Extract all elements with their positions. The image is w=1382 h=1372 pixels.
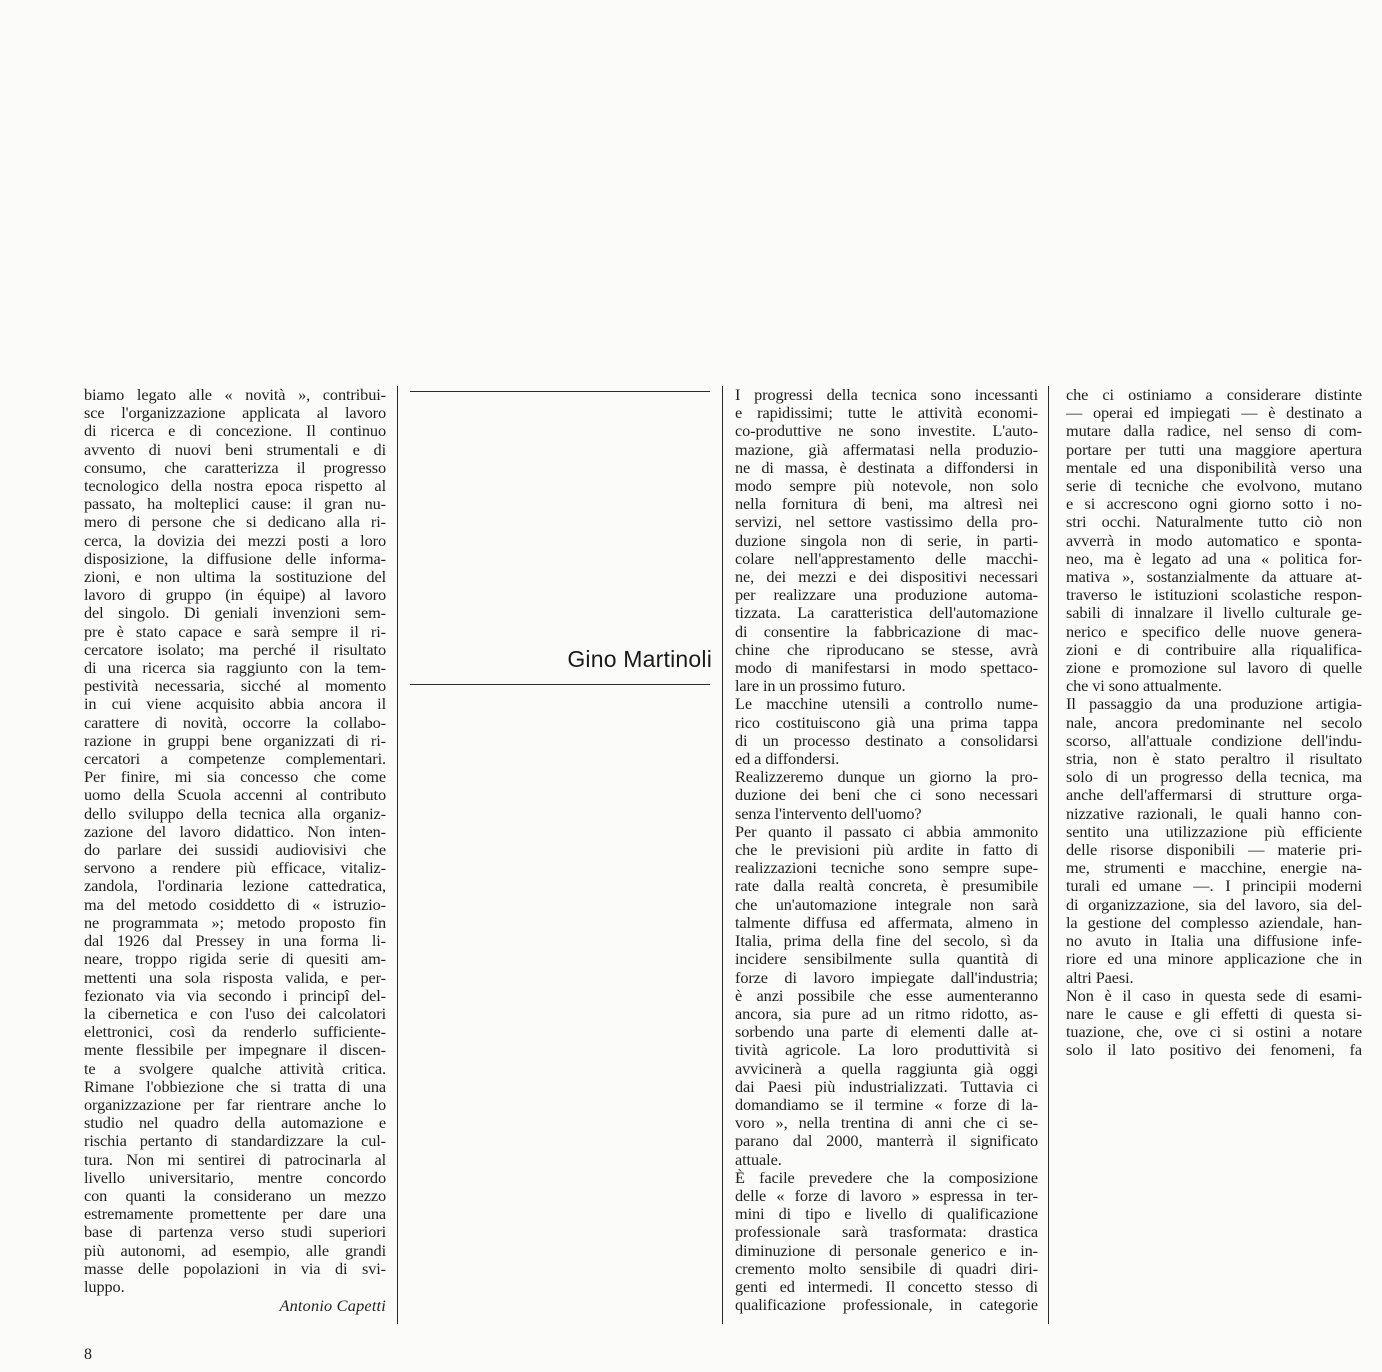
text-line: la cibernetica e con l'uso dei calcolatori [84, 1003, 386, 1023]
text-line: incidere sensibilmente sulla quantità di [735, 949, 1038, 969]
text-line: neo, ma è legato ad una « politica for- [1066, 548, 1362, 568]
text-line: zioni, e non ultima la sostituzione del [84, 567, 386, 587]
text-line: base di partenza verso studi superiori [84, 1222, 386, 1242]
text-line: fezionato via via secondo i principî del- [84, 985, 386, 1005]
text-line: qualificazione professionale, in categorie [735, 1295, 1038, 1315]
text-line: realizzazioni tecniche sono sempre supe- [735, 858, 1038, 878]
text-line: consumo, che caratterizza il progresso [84, 457, 386, 477]
text-line: rischia pertanto di standardizzare la cul- [84, 1131, 386, 1151]
text-line: tività agricole. La loro produttività si [735, 1040, 1038, 1060]
text-line: genti ed intermedi. Il concetto stesso di [735, 1276, 1038, 1296]
text-line: passato, ha molteplici cause: il gran nu- [84, 494, 386, 514]
heading-bottom-rule [410, 684, 710, 685]
text-line: ancora, sia pure ad un ritmo ridotto, as- [735, 1003, 1038, 1023]
text-line: estremamente promettente per dare una [84, 1204, 386, 1224]
text-line: ne di massa, è destinata a diffondersi in [735, 457, 1038, 477]
text-line: disposizione, la diffusione delle informa- [84, 548, 386, 568]
text-line: Per finire, mi sia concesso che come [84, 767, 386, 787]
text-line: mettenti una sola risposta valida, e per- [84, 967, 386, 987]
text-line: di una ricerca sia raggiunto con la tem- [84, 658, 386, 678]
text-line: avverrà in modo automatico e sponta- [1066, 530, 1362, 550]
text-line: carattere di novità, occorre la collabo- [84, 712, 386, 732]
text-line: senza l'intervento dell'uomo? [735, 803, 922, 823]
text-line: mente flessibile per impegnare il discen- [84, 1040, 386, 1060]
text-line: do parlare dei sussidi audiovisivi che [84, 840, 386, 860]
text-line: livello universitario, mentre concordo [84, 1167, 386, 1187]
text-line: cremento molto sensibile di quadri diri- [735, 1258, 1038, 1278]
text-line: mero di persone che si dedicano alla ri- [84, 512, 386, 532]
text-line: stria, non è stato peraltro il risultato [1066, 749, 1362, 769]
text-line: zandola, l'ordinaria lezione cattedratica, [84, 876, 386, 896]
text-line: solo di un progresso della tecnica, ma [1066, 767, 1362, 787]
text-line: ed a diffondersi. [735, 749, 840, 769]
text-line: portare per tutti una maggiore apertura [1066, 439, 1362, 459]
text-line: parano dal 2000, manterrà il significato [735, 1131, 1038, 1151]
text-line: cercatori a competenze complementari. [84, 749, 386, 769]
text-line: per realizzare una produzione automa- [735, 585, 1038, 605]
text-line: che un'automazione integrale non sarà [735, 894, 1038, 914]
text-line: Non è il caso in questa sede di esami- [1066, 985, 1362, 1005]
text-line: nerico e specifico delle nuove genera- [1066, 621, 1362, 641]
text-line: riore ed una minore applicazione che in [1066, 949, 1362, 969]
page-number: 8 [84, 1346, 92, 1363]
text-line: che ci ostiniamo a considerare distinte [1066, 385, 1362, 404]
text-line: delle risorse disponibili — materie pri- [1066, 840, 1362, 860]
text-line: di consentire la fabbricazione di mac- [735, 621, 1038, 641]
text-line: delle « forze di lavoro » espressa in ter- [735, 1185, 1038, 1205]
text-line: me, strumenti e macchine, energie na- [1066, 858, 1362, 878]
text-line: con quanti la considerano un mezzo [84, 1185, 386, 1205]
text-line: del singolo. Di geniali invenzioni sem- [84, 603, 386, 623]
text-line: di organizzazione, sia del lavoro, sia del- [1066, 894, 1362, 914]
text-line: servizi, nel settore vastissimo della pro- [735, 512, 1038, 532]
text-line: razione in gruppi bene organizzati di ri- [84, 730, 386, 750]
text-line: zazione del lavoro didattico. Non inten- [84, 821, 386, 841]
text-line: nella fornitura di beni, ma altresì nei [735, 494, 1038, 514]
text-line: scorso, all'attuale condizione dell'indu- [1066, 730, 1362, 750]
text-line: colare nell'apprestamento delle macchi- [735, 548, 1038, 568]
text-line: studio nel quadro della automazione e [84, 1113, 386, 1133]
text-line: lare in un prossimo futuro. [735, 676, 906, 696]
text-line: te a svolgere qualche attività critica. [84, 1058, 386, 1078]
text-line: pre è stato capace e sarà sempre il ri- [84, 621, 386, 641]
text-line: Le macchine utensili a controllo nume- [735, 694, 1038, 714]
text-line: tecnologico della nostra epoca rispetto al [84, 476, 386, 496]
text-line: mativa », sostanzialmente da attuare at- [1066, 567, 1362, 587]
text-line: modo di manifestarsi in modo spettaco- [735, 658, 1038, 678]
text-line: di ricerca e di concezione. Il continuo [84, 421, 386, 441]
text-line: elettronici, così da renderlo sufficiente- [84, 1022, 386, 1042]
text-line: Realizzeremo dunque un giorno la pro- [735, 767, 1038, 787]
text-line: chine che riproducano se stesse, avrà [735, 639, 1038, 659]
text-line: diminuzione di personale generico e in- [735, 1240, 1038, 1260]
text-line: più autonomi, ad esempio, alle grandi [84, 1240, 386, 1260]
text-line: zione e promozione sul lavoro di quelle [1066, 658, 1362, 678]
text-line: pestività necessaria, sicché al momento [84, 676, 386, 696]
column-divider [397, 386, 398, 1324]
text-line: duzione singola non di serie, in parti- [735, 530, 1038, 550]
text-line: no avuto in Italia una diffusione infe- [1066, 931, 1362, 951]
text-line: tuazione, che, ove ci si ostini a notare [1066, 1022, 1362, 1042]
text-line: ne, dei mezzi e dei dispositivi necessari [735, 567, 1038, 587]
article-column-1 [84, 386, 386, 1315]
text-line: e si accrescono ogni giorno sotto i no- [1066, 494, 1362, 514]
text-line: in cui viene acquisito abbia ancora il [84, 694, 386, 714]
text-line: che le previsioni più ardite in fatto di [735, 840, 1038, 860]
text-line: cercatore isolato; ma perché il risultato [84, 639, 386, 659]
text-line: modo sempre più notevole, non solo [735, 476, 1038, 496]
text-line: — operai ed impiegati — è destinato a [1066, 403, 1362, 423]
text-line: rico costituiscono già una prima tappa [735, 712, 1038, 732]
text-line: nale, ancora predominante nel secolo [1066, 712, 1362, 732]
text-line: serie di tecniche che evolvono, mutano [1066, 476, 1362, 496]
author-signature: Antonio Capetti [279, 1296, 386, 1316]
text-line: domandiamo se il termine « forze di la- [735, 1094, 1038, 1114]
text-line: tizzata. La caratteristica dell'automazione [735, 603, 1038, 623]
text-line: avvento di nuovi beni strumentali e di [84, 439, 386, 459]
text-line: sorbendo una parte di elementi dalle at- [735, 1022, 1038, 1042]
author-heading: Gino Martinoli [567, 646, 712, 672]
text-line: turali ed umane —. I principii moderni [1066, 876, 1362, 896]
text-line: solo il lato positivo dei fenomeni, fa [1066, 1040, 1362, 1060]
text-line: talmente diffusa ed affermata, almeno in [735, 912, 1038, 932]
text-line: mutare dalla radice, nel senso di com- [1066, 421, 1362, 441]
text-line: I progressi della tecnica sono incessanti [735, 385, 1038, 404]
article-column-3 [735, 386, 1038, 1314]
text-line: stri occhi. Naturalmente tutto ciò non [1066, 512, 1362, 532]
text-line: Per quanto il passato ci abbia ammonito [735, 821, 1038, 841]
column-divider [722, 386, 723, 1324]
text-line: mini di tipo e livello di qualificazione [735, 1204, 1038, 1224]
text-line: È facile prevedere che la composizione [735, 1167, 1038, 1187]
text-line: professionale sarà trasformata: drastica [735, 1222, 1038, 1242]
text-line: dal 1926 dal Pressey in una forma li- [84, 931, 386, 951]
heading-top-rule [410, 391, 710, 392]
text-line: avvicinerà a quella raggiunta già oggi [735, 1058, 1038, 1078]
text-line: luppo. [84, 1276, 125, 1296]
text-line: nizzative razionali, le quali hanno con- [1066, 803, 1362, 823]
text-line: co-produttive ne sono investite. L'auto- [735, 421, 1038, 441]
text-line: attuale. [735, 1149, 782, 1169]
text-line: sce l'organizzazione applicata al lavoro [84, 403, 386, 423]
column-divider [1048, 386, 1049, 1324]
text-line: mazione, già affermatasi nella produzio- [735, 439, 1038, 459]
text-line: uomo della Scuola accenni al contributo [84, 785, 386, 805]
text-line: altri Paesi. [1066, 967, 1134, 987]
text-line: dello sviluppo della tecnica alla organiz- [84, 803, 386, 823]
text-line: duzione dei beni che ci sono necessari [735, 785, 1038, 805]
article-column-4 [1066, 386, 1362, 1060]
text-line: zioni e di contribuire alla riqualifica- [1066, 639, 1362, 659]
text-line: è anzi possibile che esse aumenteranno [735, 985, 1038, 1005]
text-line: organizzazione per far rientrare anche lo [84, 1094, 386, 1114]
text-line: sabili di innalzare il livello culturale ge- [1066, 603, 1362, 623]
text-line: mentale ed una disponibilità verso una [1066, 457, 1362, 477]
text-line: che vi sono attualmente. [1066, 676, 1222, 696]
text-line: voro », nella trentina di anni che ci se- [735, 1113, 1038, 1133]
text-line: nare le cause e gli effetti di questa si- [1066, 1003, 1362, 1023]
text-line: forze di lavoro impiegate dall'industria; [735, 967, 1038, 987]
text-line: Italia, prima della fine del secolo, sì da [735, 931, 1038, 951]
text-line: la gestione del complesso aziendale, han- [1066, 912, 1362, 932]
text-line: servono a rendere più efficace, vitaliz- [84, 858, 386, 878]
text-line: ma del metodo cosiddetto di « istruzio- [84, 894, 386, 914]
text-line: anche dell'affermarsi di strutture orga- [1066, 785, 1362, 805]
text-line: sentito una utilizzazione più efficiente [1066, 821, 1362, 841]
text-line: lavoro di gruppo (in équipe) al lavoro [84, 585, 386, 605]
text-line: dai Paesi più industrializzati. Tuttavia ci [735, 1076, 1038, 1096]
text-line: traverso le istituzioni scolastiche respon- [1066, 585, 1362, 605]
text-line: biamo legato alle « novità », contribui- [84, 385, 386, 404]
text-line: rate dalla realtà concreta, è presumibile [735, 876, 1038, 896]
text-line: cerca, la dovizia dei mezzi posti a loro [84, 530, 386, 550]
text-line: Il passaggio da una produzione artigia- [1066, 694, 1362, 714]
text-line: tura. Non mi sentirei di patrocinarla al [84, 1149, 386, 1169]
text-line: ne programmata »; metodo proposto fin [84, 912, 386, 932]
text-line: Rimane l'obbiezione che si tratta di una [84, 1076, 386, 1096]
text-line: neare, troppo rigida serie di quesiti am- [84, 949, 386, 969]
text-line: e rapidissimi; tutte le attività economi- [735, 403, 1038, 423]
text-line: di un processo destinato a consolidarsi [735, 730, 1038, 750]
text-line: masse delle popolazioni in via di svi- [84, 1258, 386, 1278]
